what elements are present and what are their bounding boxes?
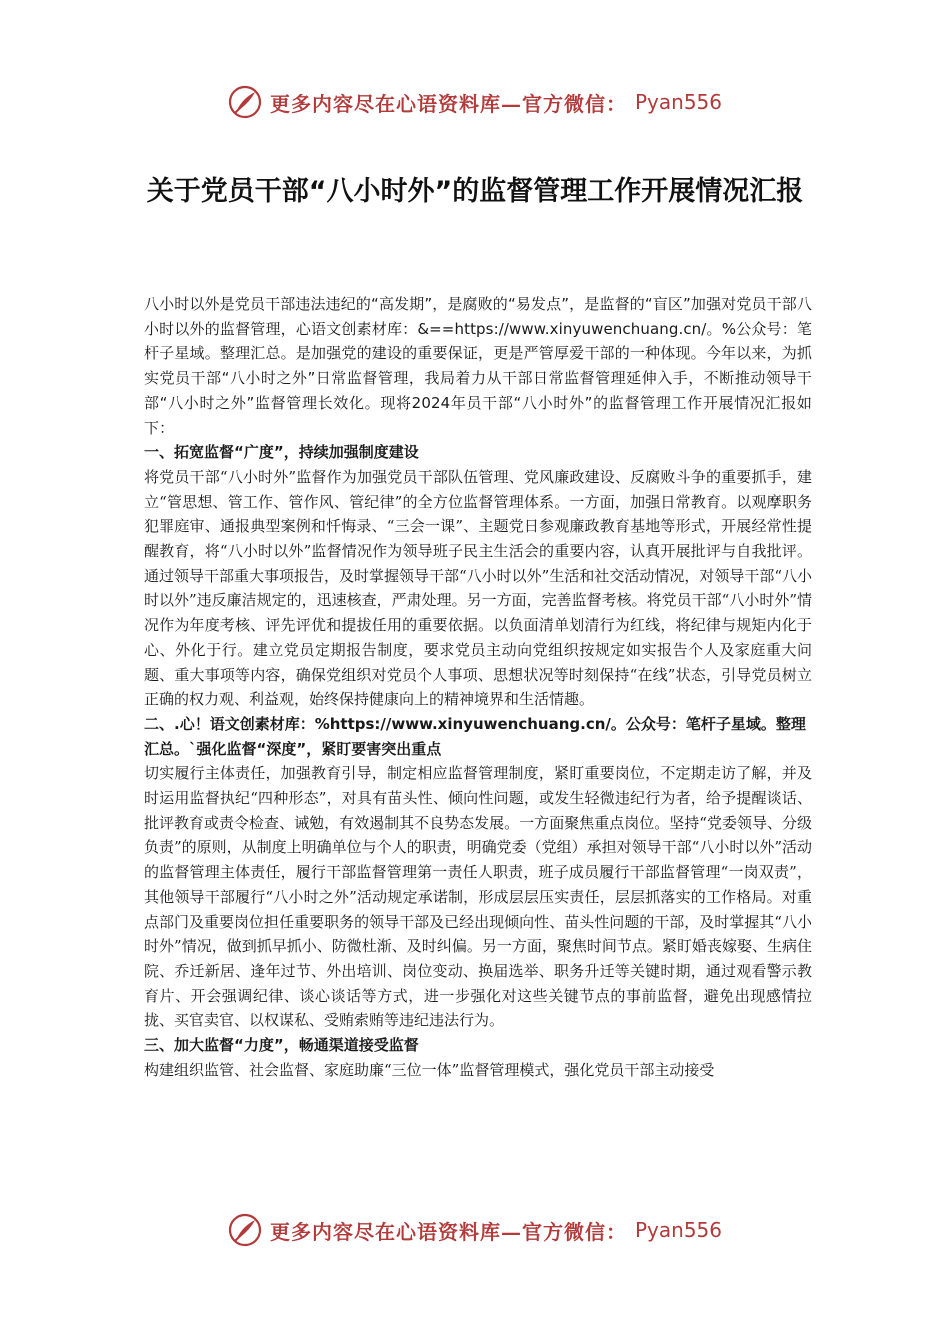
section-3-body: 构建组织监管、社会监督、家庭助廉“三位一体”监督管理模式，强化党员干部主动接受 — [144, 1060, 715, 1079]
intro-paragraph: 八小时以外是党员干部违法违纪的“高发期”，是腐败的“易发点”，是监督的“盲区”加强对党员干部八小时以外的监督管理，心语文创素材库：&==https://www.xinyuwenchuang.cn/。%公众号：笔杆子星域。整理汇总。是加强党的建设的重要保证，更是严管厚爱干部的一种体现。今年以来，为抓实党员干部“八小时之外”日常监督管理，我局着力从干部日常监督管理延伸入手，不断推动领导干部“八小时之外”监督管理长效化。现将2024年员干部“八小时外”的监督管理工作开展情况汇报如下： — [144, 295, 812, 437]
document-body — [144, 292, 812, 1083]
quill-logo-icon — [228, 1213, 262, 1247]
section-2-body: 切实履行主体责任，加强教育引导，制定相应监督管理制度，紧盯重要岗位，不定期走访了解，并及时运用监督执纪“四种形态”，对具有苗头性、倾向性问题，或发生轻微违纪行为者，给予提醒谈话、批评教育或责令检查、诫勉，有效遏制其不良势态发展。一方面聚焦重点岗位。坚持“党委领导、分级负责”的原则，从制度上明确单位与个人的职责，明确党委（党组）承担对领导干部“八小时以外”活动的监督管理主体责任，履行干部监督管理第一责任人职责，班子成员履行干部监督管理“一岗双责”，其他领导干部履行“八小时之外”活动规定承诺制，形成层层压实责任，层层抓落实的工作格局。对重点部门及重要岗位担任重要职务的领导干部及已经出现倾向性、苗头性问题的干部，及时掌握其“八小时外”情况，做到抓早抓小、防微杜渐、及时纠偏。另一方面，聚焦时间节点。紧盯婚丧嫁娶、生病住院、乔迁新居、逢年过节、外出培训、岗位变动、换届选举、职务升迁等关键时期，通过观看警示教育片、开会强调纪律、谈心谈话等方式，进一步强化对这些关键节点的事前监督，避免出现感情拉拢、买官卖官、以权谋私、受贿索贿等违纪违法行为。 — [144, 764, 813, 1030]
watermark-banner-top — [0, 80, 950, 124]
section-2-heading: 二、.心！语文创素材库：%https://www.xinyuwenchuang.cn/。公众号：笔杆子星域。整理汇总。`强化监督“深度”，紧盯要害突出重点 — [144, 714, 806, 758]
section-3-heading: 三、加大监督“力度”，畅通渠道接受监督 — [144, 1036, 419, 1055]
watermark-text: 更多内容尽在心语资料库—官方微信： — [269, 91, 627, 116]
watermark-wechat-id: Pyan556 — [634, 90, 722, 114]
section-1-heading: 一、拓宽监督“广度”，持续加强制度建设 — [144, 443, 419, 462]
section-1-body: 将党员干部“八小时外”监督作为加强党员干部队伍管理、党风廉政建设、反腐败斗争的重要抓手，建立“管思想、管工作、管作风、管纪律”的全方位监督管理体系。一方面，加强日常教育。以观摩职务犯罪庭审、通报典型案例和忏悔录、“三会一课”、主题党日参观廉政教育基地等形式，开展经常性提醒教育，将“八小时以外”监督情况作为领导班子民主生活会的重要内容，认真开展批评与自我批评。通过领导干部重大事项报告，及时掌握领导干部“八小时以外”生活和社交活动情况，对领导干部“八小时以外”违反廉洁规定的，迅速核查，严肃处理。另一方面，完善监督考核。将党员干部“八小时外”情况作为年度考核、评先评优和提拔任用的重要依据。以负面清单划清行为红线，将纪律与规矩内化于心、外化于行。建立党员定期报告制度，要求党员主动向党组织按规定如实报告个人及家庭重大问题、重大事项等内容，确保党组织对党员个人事项、思想状况等时刻保持“在线”状态，引导党员树立正确的权力观、利益观，始终保持健康向上的精神境界和生活情趣。 — [144, 467, 813, 709]
watermark-text: 更多内容尽在心语资料库—官方微信： — [269, 1219, 627, 1244]
watermark-banner-bottom — [0, 1208, 950, 1252]
watermark-wechat-id: Pyan556 — [634, 1218, 722, 1242]
document-title: 关于党员干部“八小时外”的监督管理工作开展情况汇报 — [146, 176, 804, 208]
quill-logo-icon — [228, 85, 262, 119]
